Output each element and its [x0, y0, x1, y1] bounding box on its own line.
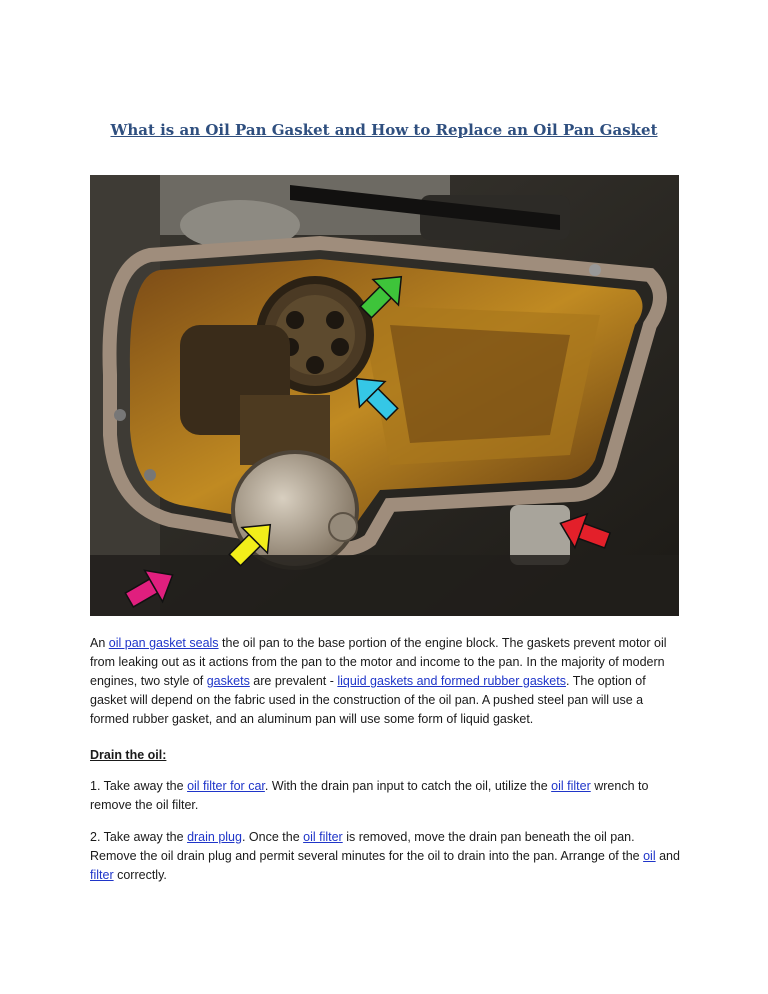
step-text: wrench to remove the oil filter. [90, 779, 649, 812]
step-text: and [655, 849, 680, 863]
link-drain-plug[interactable]: drain plug [187, 830, 242, 844]
link-oil-filter[interactable]: oil filter [551, 779, 591, 793]
step-2-paragraph [90, 828, 682, 885]
intro-paragraph [90, 634, 682, 729]
link-filter[interactable]: filter [90, 868, 114, 882]
intro-text: . The option of gasket will depend on the fabric used in the construction of the oil pan. A pushed steel pan will use a formed rubber gasket, and an aluminum pan will use some form of liquid gasket. [90, 674, 646, 726]
oil-pan-engine-photo [90, 175, 679, 616]
link-liquid-gaskets[interactable]: liquid gaskets and formed rubber gaskets [337, 674, 566, 688]
page-title[interactable]: What is an Oil Pan Gasket and How to Replace an Oil Pan Gasket [110, 121, 658, 139]
link-oil[interactable]: oil [643, 849, 656, 863]
intro-text: are prevalent - [249, 674, 338, 688]
step-text: . Once the [241, 830, 304, 844]
link-oil-pan-gasket-seals[interactable]: oil pan gasket seals [108, 636, 219, 650]
step-text: 1. Take away the [90, 779, 188, 793]
intro-text: the oil pan to the base portion of the engine block. The gaskets prevent motor oil from leaking out as it actions from the pan to the motor and income to the pan. In the majority of modern engines, two style of [90, 636, 667, 688]
intro-text: An [90, 636, 109, 650]
step-1-paragraph [90, 777, 682, 815]
link-gaskets[interactable]: gaskets [206, 674, 250, 688]
drain-oil-heading: Drain the oil: [90, 748, 167, 762]
link-oil-filter-for-car[interactable]: oil filter for car [187, 779, 265, 793]
step-text: correctly. [113, 868, 167, 882]
step-text: . With the drain pan input to catch the oil, utilize the [264, 779, 552, 793]
step-text: is removed, move the drain pan beneath the oil pan. Remove the oil drain plug and permit several minutes for the oil to drain into the pan. Arrange of the [90, 830, 644, 863]
link-oil-filter[interactable]: oil filter [303, 830, 343, 844]
step-text: 2. Take away the [90, 830, 188, 844]
